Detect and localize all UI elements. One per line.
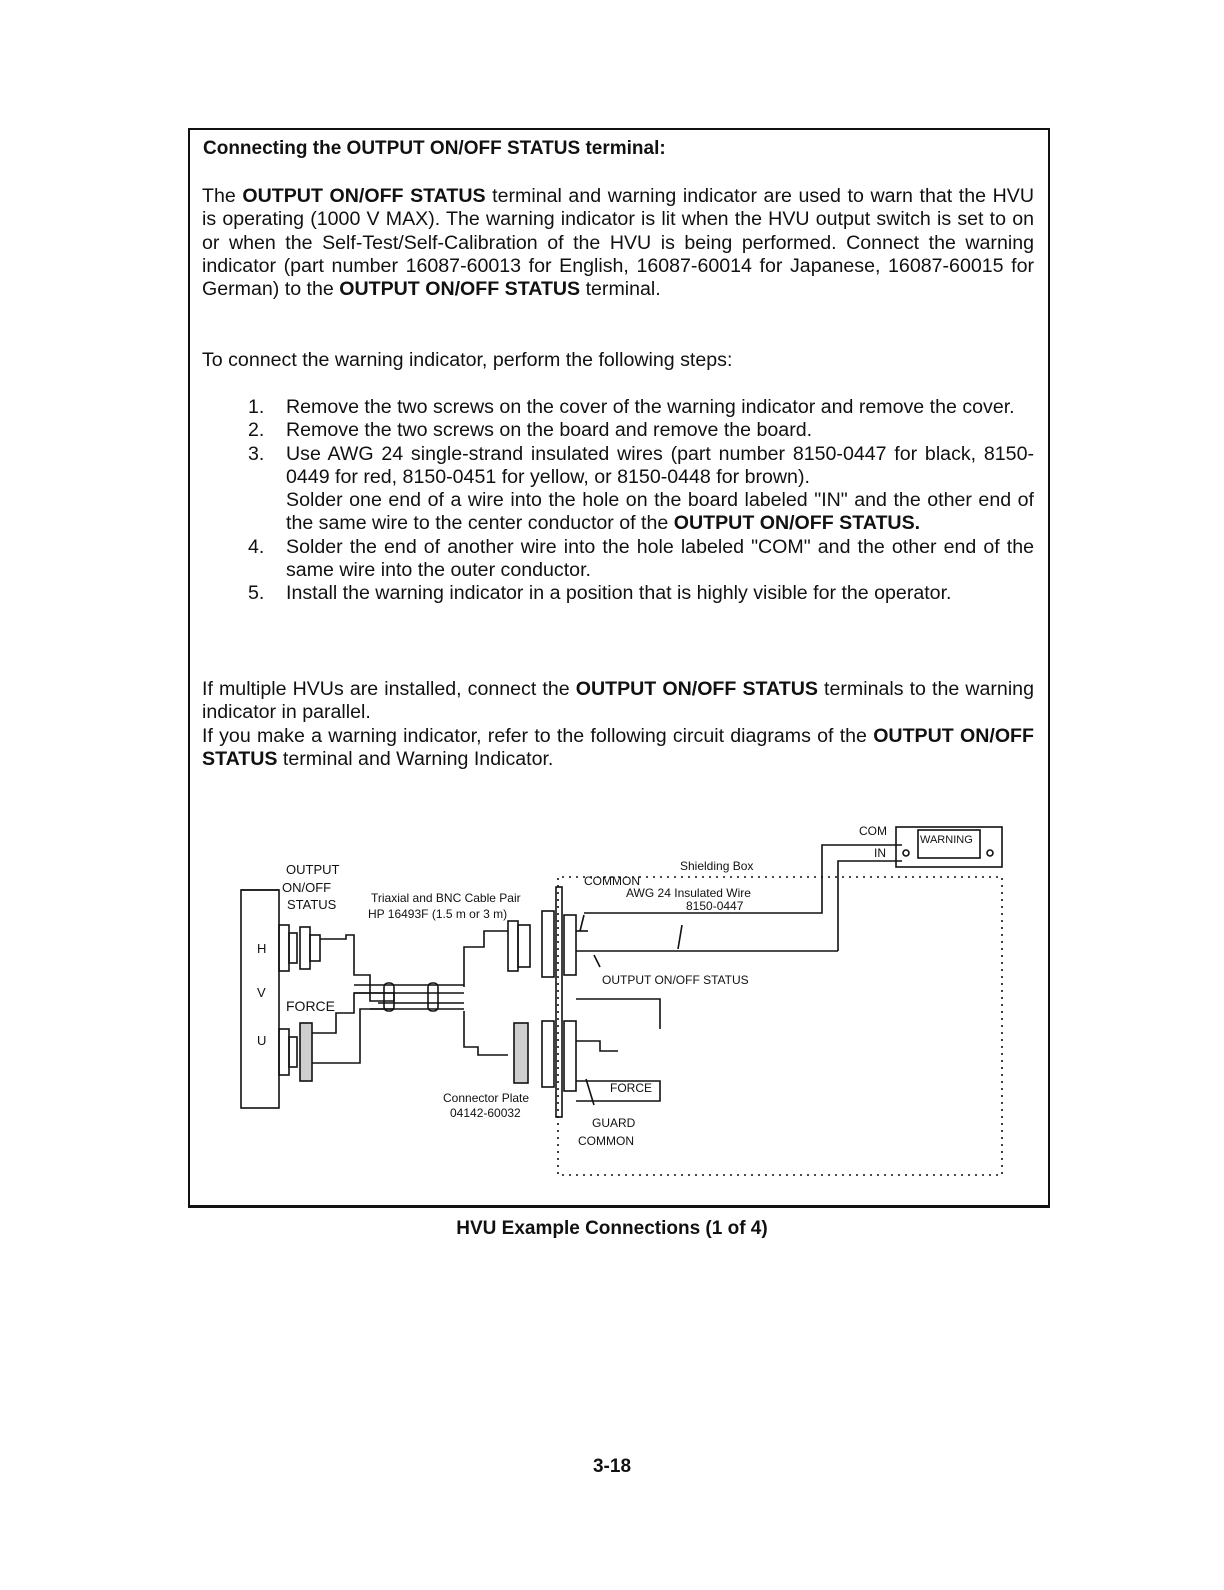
common-top-label: COMMON xyxy=(584,874,640,888)
shielding-box xyxy=(558,877,1002,1175)
onoff-label: ON/OFF xyxy=(282,880,332,895)
list-item: 4. Solder the end of another wire into the hole labeled "COM" and the other end of the same wire into the outer conductor. xyxy=(248,535,1034,582)
com-label: COM xyxy=(859,824,887,838)
list-item: 5. Install the warning indicator in a position that is highly visible for the operator. xyxy=(248,582,952,605)
status-label: STATUS xyxy=(287,897,337,912)
connector-plate xyxy=(556,887,562,1117)
output-status-label: OUTPUT ON/OFF STATUS xyxy=(602,973,749,987)
guard-label: GUARD xyxy=(592,1116,636,1130)
list-item: 2. Remove the two screws on the board and remove the board. xyxy=(248,419,813,442)
status-connector-hvu xyxy=(279,925,394,1001)
warning-indicator xyxy=(896,827,1002,867)
hvu-label-u: U xyxy=(257,1033,267,1048)
cable-label-line1: Triaxial and BNC Cable Pair xyxy=(371,891,521,905)
hvu-label-v: V xyxy=(257,985,266,1000)
awg-label-line1: AWG 24 Insulated Wire xyxy=(626,886,751,900)
common-bottom-label: COMMON xyxy=(578,1134,634,1148)
plate-label-line1: Connector Plate xyxy=(443,1091,530,1105)
force-right-label: FORCE xyxy=(610,1081,652,1095)
warning-label: WARNING xyxy=(920,834,973,846)
force-connector-plate xyxy=(514,1023,528,1083)
connection-diagram xyxy=(188,815,1018,1195)
parallel-paragraph: If multiple HVUs are installed, connect the OUTPUT ON/OFF STATUS terminals to the warning indicator in parallel. xyxy=(202,678,1034,724)
steps-list xyxy=(244,396,1034,606)
page-number: 3-18 xyxy=(592,1456,632,1477)
figure-caption: HVU Example Connections (1 of 4) xyxy=(456,1218,768,1239)
in-label: IN xyxy=(874,846,886,860)
section-heading: Connecting the OUTPUT ON/OFF STATUS terminal: xyxy=(203,138,666,159)
intro-paragraph: The OUTPUT ON/OFF STATUS terminal and warning indicator are used to warn that the HVU is operating (1000 V MAX). The warning indicator is lit when the HVU output switch is set to on or when the Self-Test/Self-Calibration of the HVU is being performed. Connect the warning indicator (part number 16087-60013 for English, 16087-60014 for Japanese, 16087-60015 for German) to the OUTPUT ON/OFF STATUS terminal. xyxy=(202,185,1034,301)
steps-intro: To connect the warning indicator, perform the following steps: xyxy=(202,349,733,371)
list-item: 1. Remove the two screws on the cover of the warning indicator and remove the cover. xyxy=(248,396,1015,418)
shielding-box-label: Shielding Box xyxy=(680,859,754,873)
awg-label-line2: 8150-0447 xyxy=(686,899,744,913)
cable-label-line2: HP 16493F (1.5 m or 3 m) xyxy=(368,907,508,921)
hvu-label-h: H xyxy=(257,941,267,956)
output-label: OUTPUT xyxy=(286,862,340,877)
plate-label-line2: 04142-60032 xyxy=(450,1106,521,1120)
in-wire xyxy=(838,861,902,951)
circuit-reference-paragraph: If you make a warning indicator, refer to the following circuit diagrams of the OUTPUT ON/OFF STATUS terminal and Warning Indicator. xyxy=(202,725,1034,771)
list-item: 3. Use AWG 24 single-strand insulated wires (part number 8150-0447 for black, 8150-0449 for red, 8150-0451 for yellow, or 8150-0448 for brown). Solder one end of a wire into the hole on the board labeled "IN" and the other end of the same wire to the center conductor of the OUTPUT ON/OFF STATUS. xyxy=(248,442,1034,535)
force-left-label: FORCE xyxy=(286,998,335,1014)
